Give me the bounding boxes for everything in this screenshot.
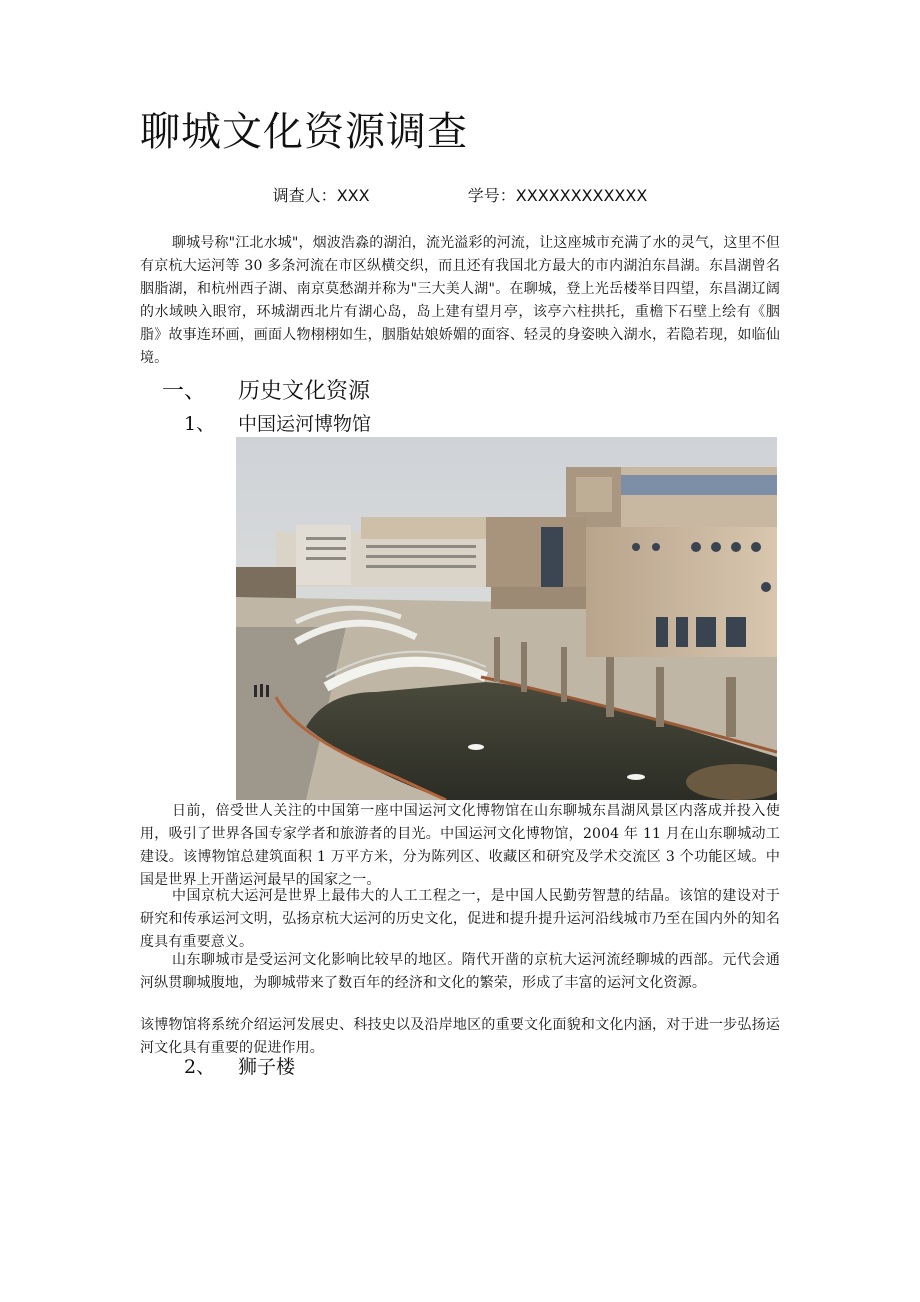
body-paragraph-1: 日前，倍受世人关注的中国第一座中国运河文化博物馆在山东聊城东昌湖风景区内落成并投入使用，吸引了世界各国专家学者和旅游者的目光。中国运河文化博物馆，2004 年 11 月在山东聊城动工建设。该博物馆总建筑面积 1 万平方米，分为陈列区、收藏区和研究及学术交流区 3 个功能区域。中国是世界上开凿运河最早的国家之一。 bbox=[140, 803, 780, 888]
intro-paragraph: 聊城号称"江北水城"，烟波浩淼的湖泊，流光溢彩的河流，让这座城市充满了水的灵气，这里不但有京杭大运河等 30 多条河流在市区纵横交织，而且还有我国北方最大的市内湖泊东昌湖。东昌湖曾名胭脂湖，和杭州西子湖、南京莫愁湖并称为"三大美人湖"。在聊城，登上光岳楼举目四望，东昌湖辽阔的水域映入眼帘，环城湖西北片有湖心岛，岛上建有望月亭，该亭六柱拱托，重檐下石壁上绘有《胭脂》故事连环画，画面人物栩栩如生，胭脂姑娘娇媚的面容、轻灵的身姿映入湖水，若隐若现，如临仙境。 bbox=[140, 235, 780, 366]
section-1-number: 一、 bbox=[162, 379, 207, 404]
body-paragraph-2: 中国京杭大运河是世界上最伟大的人工工程之一，是中国人民勤劳智慧的结晶。该馆的建设对于研究和传承运河文明，弘扬京杭大运河的历史文化，促进和提升提升运河沿线城市乃至在国内外的知名度具有重要意义。 bbox=[140, 888, 780, 950]
section-1-heading: 历史文化资源 bbox=[238, 379, 371, 404]
student-id: XXXXXXXXXXXX bbox=[515, 186, 648, 205]
investigator-name: XXX bbox=[336, 186, 370, 205]
document-title: 聊城文化资源调查 bbox=[140, 109, 468, 155]
body-paragraph-3: 山东聊城市是受运河文化影响比较早的地区。隋代开凿的京杭大运河流经聊城的西部。元代会通河纵贯聊城腹地，为聊城带来了数百年的经济和文化的繁荣，形成了丰富的运河文化资源。 bbox=[140, 952, 780, 991]
investigator-label: 调查人： bbox=[272, 186, 337, 205]
subsection-1-number: 1、 bbox=[184, 413, 216, 435]
author-line bbox=[0, 183, 920, 206]
canal-museum-photo bbox=[236, 437, 777, 800]
student-id-label: 学号： bbox=[467, 186, 516, 205]
subsection-2-number: 2、 bbox=[184, 1056, 216, 1078]
body-paragraph-4: 该博物馆将系统介绍运河发展史、科技史以及沿岸地区的重要文化面貌和文化内涵，对于进一步弘扬运河文化具有重要的促进作用。 bbox=[140, 1017, 780, 1056]
subsection-2-heading: 狮子楼 bbox=[238, 1056, 296, 1078]
subsection-1-heading: 中国运河博物馆 bbox=[238, 413, 372, 435]
